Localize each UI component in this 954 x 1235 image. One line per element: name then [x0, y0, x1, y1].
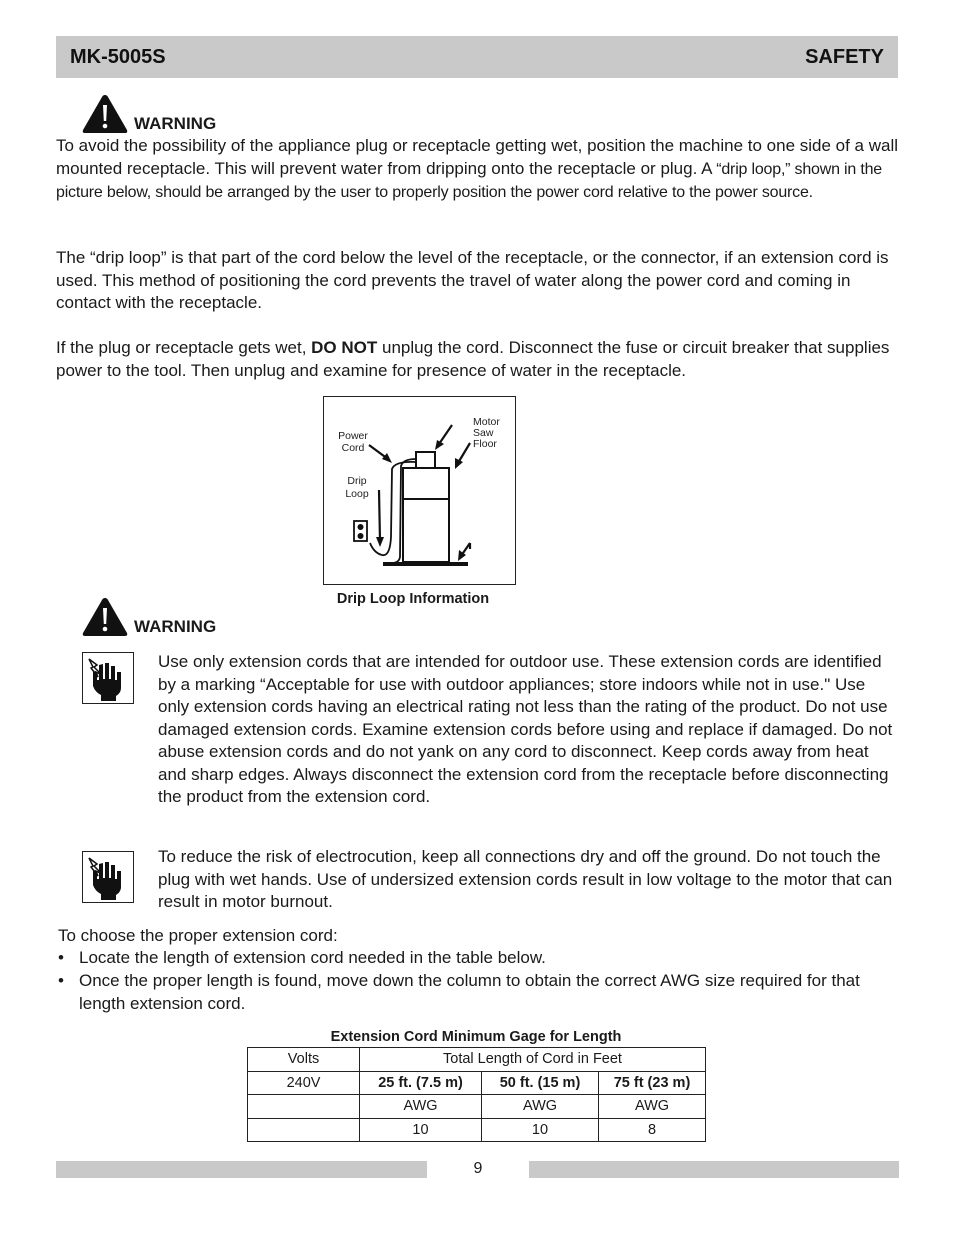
- choose-intro: To choose the proper extension cord:: [58, 926, 338, 945]
- unit-cell: AWG: [360, 1095, 482, 1119]
- label-motor: Motor: [473, 416, 500, 428]
- label-cord: Cord: [341, 442, 365, 454]
- figure-caption: Drip Loop Information: [336, 591, 490, 607]
- gauge-cell: 10: [360, 1118, 482, 1142]
- electrocution-warning: To reduce the risk of electrocution, keep all connections dry and off the ground. Do not touch the plug with wet hands. Use of undersized extension cords result in low voltage to the motor that can result in motor burnout.: [158, 847, 893, 911]
- label-loop: Loop: [345, 488, 369, 500]
- footer-bar-right: [529, 1161, 899, 1178]
- footer-bar-left: [56, 1161, 427, 1178]
- length-header: Total Length of Cord in Feet: [360, 1048, 706, 1072]
- table-row: [248, 1095, 706, 1119]
- warning-title: WARNING: [134, 617, 217, 636]
- drip-loop-diagram: [323, 396, 516, 585]
- length-cell: 50 ft. (15 m): [482, 1071, 599, 1095]
- extension-cord-table: [247, 1047, 706, 1142]
- unit-cell: AWG: [482, 1095, 599, 1119]
- label-saw: Saw: [473, 427, 494, 439]
- warning-heading-2: [82, 597, 216, 637]
- page-header: [56, 36, 898, 78]
- list-item-text: Once the proper length is found, move down the column to obtain the correct AWG size required for that length extension cord.: [79, 971, 860, 1013]
- section-title: SAFETY: [805, 45, 884, 68]
- unit-cell: AWG: [599, 1095, 706, 1119]
- table-title: Extension Cord Minimum Gage for Length: [330, 1029, 622, 1045]
- table-row: [248, 1071, 706, 1095]
- list-item-text: Locate the length of extension cord needed in the table below.: [79, 948, 546, 967]
- warning-triangle-icon: [82, 597, 128, 637]
- gauge-cell: 10: [482, 1118, 599, 1142]
- warning-heading-1: [82, 94, 216, 134]
- voltage-cell: 240V: [248, 1071, 360, 1095]
- bullet-marker: •: [58, 948, 64, 967]
- electric-shock-hazard-icon: [82, 652, 134, 704]
- label-drip: Drip: [347, 475, 367, 487]
- label-floor: Floor: [473, 438, 497, 450]
- page-number: 9: [473, 1160, 483, 1177]
- empty-cell: [248, 1118, 360, 1142]
- warning-triangle-icon: [82, 94, 128, 134]
- warning-paragraph-1: To avoid the possibility of the appliance plug or receptacle getting wet, position the machine to one side of a wall mounted receptacle. This will prevent water from dripping onto the receptacle or plug. A “drip loop,” shown in the picture below, should be arranged by the user to properly position the power cord relative to the power source.: [56, 136, 899, 201]
- bullet-marker: •: [58, 971, 64, 990]
- label-power: Power: [338, 430, 368, 442]
- table-row: [248, 1048, 706, 1072]
- wet-plug-paragraph: If the plug or receptacle gets wet, DO NOT unplug the cord. Disconnect the fuse or circuit breaker that supplies power to the tool. Then unplug and examine for presence of water in the receptacle.: [56, 338, 890, 380]
- empty-cell: [248, 1095, 360, 1119]
- electric-shock-hazard-icon: [82, 851, 134, 903]
- list-item: [58, 970, 898, 1015]
- drip-loop-illustration: [324, 397, 515, 584]
- length-cell: 75 ft (23 m): [599, 1071, 706, 1095]
- drip-loop-paragraph: The “drip loop” is that part of the cord below the level of the receptacle, or the connector, if an extension cord is used. This method of positioning the cord prevents the travel of water along the power cord and coming in contact with the receptacle.: [56, 248, 889, 312]
- table-row: [248, 1118, 706, 1142]
- model-number: MK-5005S: [70, 45, 166, 68]
- length-cell: 25 ft. (7.5 m): [360, 1071, 482, 1095]
- extension-cord-warning: Use only extension cords that are intended for outdoor use. These extension cords are identified by a marking “Acceptable for use with outdoor appliances; store indoors while not in use." Use only extension cords having an electrical rating not less than the rating of the product. Do not use damaged extension cords. Examine extension cords before using and replace if damaged. Do not abuse extension cords and do not yank on any cord to disconnect. Keep cords away from heat and sharp edges. Always disconnect the extension cord from the receptacle before disconnecting the product from the extension cord.: [158, 652, 893, 806]
- warning-title: WARNING: [134, 114, 217, 133]
- gauge-cell: 8: [599, 1118, 706, 1142]
- list-item: [58, 947, 898, 970]
- volts-header: Volts: [248, 1048, 360, 1072]
